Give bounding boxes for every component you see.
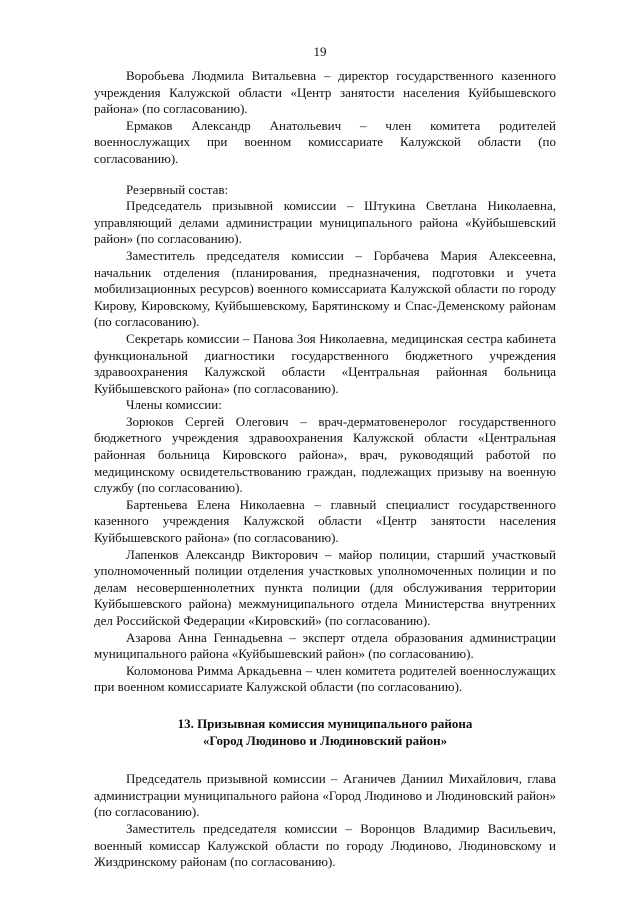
reserve-member-kolomonova: Коломонова Римма Аркадьевна – член комитета родителей военнослужащих при военном комиссариате Калужской области (по согласованию).: [94, 662, 556, 695]
reserve-heading: Резервный состав:: [126, 181, 229, 197]
reserve-member-barteneva: Бартеньева Елена Николаевна – главный специалист государственного казенного учреждения Калужской области «Центр занятости населения Куйбышевского района» (по согласованию).: [94, 496, 556, 546]
section-13-chairman-paragraph: Председатель призывной комиссии – Аганичев Даниил Михайлович, глава администрации муниципального района «Город Людиново и Людиновский район» (по согласованию).: [94, 771, 556, 820]
reserve-member-lapenkov: Лапенков Александр Викторович – майор полиции, старший участковый уполномоченный полиции отделения участковых уполномоченных полиции и по делам несовершеннолетних пункта полиции (для обслуживания территории Куйбышевского района) межмуниципального отдела Министерства внутренних дел Российской Федерации «Кировский» (по согласованию).: [94, 546, 556, 628]
section-13-heading-line2: «Город Людиново и Людиновский район»: [202, 732, 448, 748]
section-13-heading: [94, 716, 556, 749]
member-paragraph-ermakov: Ермаков Александр Анатольевич – член комитета родителей военнослужащих при военном комиссариате Калужской области (по согласованию).: [94, 117, 556, 166]
reserve-deputy-paragraph: Заместитель председателя комиссии – Горбачева Мария Алексеевна, начальник отделения (планирования, предназначения, подготовки и учета мобилизационных ресурсов) военного комиссариата Калужской области по городу Кирову, Кировскому, Куйбышевскому, Барятинскому и Спас-Деменскому районам (по согласованию).: [94, 247, 556, 330]
reserve-members-label: Члены комиссии:: [126, 397, 222, 413]
section-13-deputy-paragraph: Заместитель председателя комиссии – Воронцов Владимир Васильевич, военный комиссар Калужской области по городу Людиново, Людиновскому и Жиздринскому районам (по согласованию).: [94, 820, 556, 870]
reserve-member-zoryukov: Зорюков Сергей Олегович – врач-дерматовенеролог государственного бюджетного учреждения здравоохранения Калужской области «Центральная районная больница Кировского района», врач, руководящий работой по медицинскому освидетельствованию граждан, подлежащих призыву на военную службу (по согласованию).: [94, 413, 556, 496]
member-paragraph-vorobyova: Воробьева Людмила Витальевна – директор государственного казенного учреждения Калужской области «Центр занятости населения Куйбышевского района» (по согласованию).: [94, 68, 556, 117]
reserve-secretary-paragraph: Секретарь комиссии – Панова Зоя Николаевна, медицинская сестра кабинета функциональной диагностики государственного бюджетного учреждения здравоохранения Калужской области «Центральная районная больница Куйбышевского района» (по согласованию).: [94, 330, 556, 396]
section-13-heading-line1: 13. Призывная комиссия муниципального района: [177, 715, 473, 731]
page-number: 19: [313, 44, 327, 59]
reserve-member-azarova: Азарова Анна Геннадьевна – эксперт отдела образования администрации муниципального района «Куйбышевский район» (по согласованию).: [94, 629, 556, 662]
page-content: [94, 68, 556, 871]
reserve-chairman-paragraph: Председатель призывной комиссии – Штукина Светлана Николаевна, управляющий делами администрации муниципального района «Куйбышевский район» (по согласованию).: [94, 198, 556, 247]
